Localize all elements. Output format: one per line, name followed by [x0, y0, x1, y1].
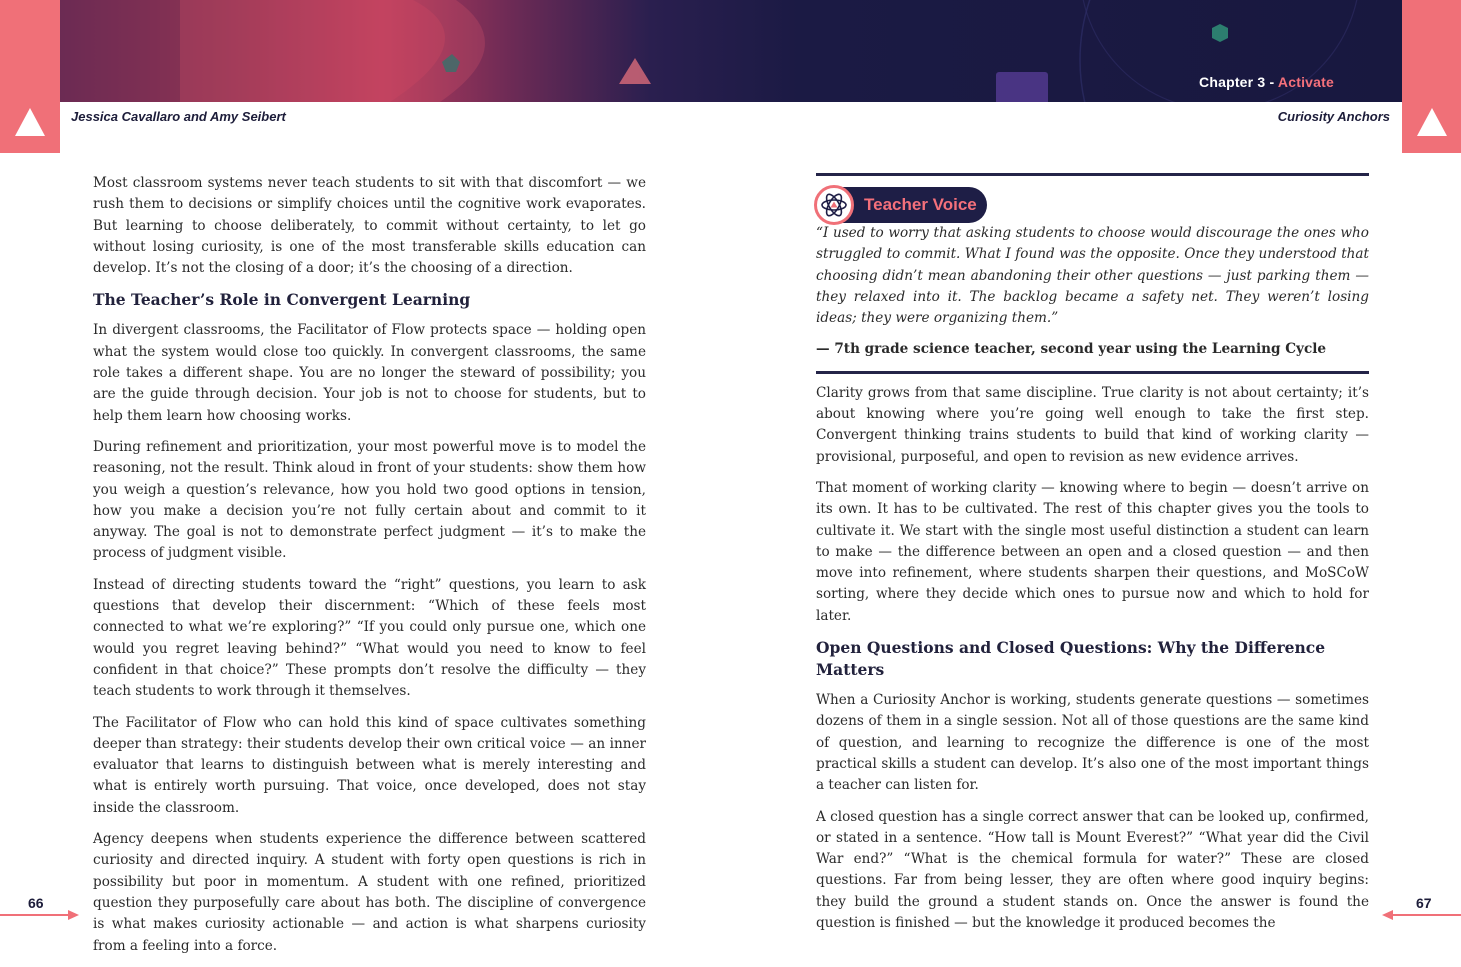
teacher-quote: “I used to worry that asking students to choose would discourage the ones who struggled to commit. What I found was the opposite. Once they understood that choosing didn’t mean abandoning their other questions — just parking them — they relaxed into it. The backlog became a safety net. They weren’t losing ideas; they were organizing them.”: [816, 225, 1369, 327]
paragraph: During refinement and prioritization, your most powerful move is to model the reasoning, not the result. Think aloud in front of your students: show them how you weigh a question’s relevance, how you hold two good options in tension, how you make a decision you’re not fully certain about and commit to it anyway. The goal is not to demonstrate perfect judgment — it’s to make the process of judgment visible.: [93, 438, 646, 562]
page-number-left: 66: [28, 895, 44, 911]
right-running-head: Curiosity Anchors: [1277, 109, 1390, 124]
paragraph: That moment of working clarity — knowing where to begin — doesn’t arrive on its own. It has to be cultivated. The rest of this chapter gives you the tools to cultivate it. We start with the single most useful distinction a student can learn to make — the difference between an open and a closed question — and then move into refinement, where students sharpen their questions, and MoSCoW sorting, where they decide which ones to pursue now and which to hold for later.: [816, 479, 1369, 624]
atom-icon: [814, 185, 854, 225]
teacher-voice-badge: [816, 187, 987, 223]
arrow-left-icon: [1381, 909, 1461, 921]
right-page-body: [816, 173, 1369, 944]
paragraph: The Facilitator of Flow who can hold this kind of space cultivates something deeper than strategy: their students develop their own critical voice — an inner evaluator that learns to distinguish between what is merely interesting and what is entirely worth pursuing. That voice, once developed, does not stay inside the classroom.: [93, 714, 646, 816]
triangle-icon: [1417, 108, 1447, 136]
paragraph: Instead of directing students toward the “right” questions, you learn to ask questions that develop their discernment: “Which of these feels most connected to what we’re exploring?” “If you could only pursue one, which one would you regret leaving behind?” “What would you need to know to feel confident in that choice?” These prompts don’t resolve the difficulty — they teach students to work through it themselves.: [93, 576, 646, 700]
chapter-title: [1199, 74, 1334, 90]
callout-divider: [816, 371, 1369, 374]
chapter-accent: Activate: [1277, 74, 1334, 90]
left-corner-tab: [0, 0, 60, 153]
page-number-right: 67: [1416, 895, 1432, 911]
section-heading: Open Questions and Closed Questions: Why the Difference Matters: [816, 638, 1326, 680]
paragraph: When a Curiosity Anchor is working, students generate questions — sometimes dozens of them in a single session. Not all of those questions are the same kind of question, and learning to recognize the difference is one of the most practical skills a student can develop. It’s also one of the most important things a teacher can listen for.: [816, 692, 1369, 794]
paragraph: Agency deepens when students experience the difference between scattered curiosity and directed inquiry. A student with forty open questions is rich in possibility but poor in momentum. A student with one refined, prioritized question they purposefully care about has both. The discipline of convergence is what makes curiosity actionable — and action is what sharpens curiosity from a feeling into a force.: [93, 831, 646, 954]
arrow-right-icon: [0, 909, 80, 921]
paragraph: Clarity grows from that same discipline. True clarity is not about certainty; it’s about knowing where you’re going well enough to take the first step. Convergent thinking trains students to build that kind of working clarity — provisional, purposeful, and open to revision as new evidence arrives.: [816, 384, 1369, 465]
teacher-voice-callout: [816, 173, 1369, 374]
hexagon-small-shape: [1212, 24, 1228, 42]
paragraph: Most classroom systems never teach students to sit with that discomfort — we rush them to decisions or simplify choices until the cognitive work evaporates. But learning to choose deliberately, to commit without certainty, to let go without losing curiosity, is one of the most transferable skills education can develop. It’s not the closing of a door; it’s the choosing of a direction.: [93, 175, 646, 277]
section-heading: The Teacher’s Role in Convergent Learning: [93, 290, 471, 310]
teacher-voice-label: Teacher Voice: [864, 195, 977, 214]
left-running-head: Jessica Cavallaro and Amy Seibert: [71, 109, 286, 124]
paragraph: In divergent classrooms, the Facilitator of Flow protects space — holding open what the system would close too quickly. In convergent classrooms, the same role takes a different shape. You are no longer the steward of possibility; you are the guide through decision. Your job is not to choose for students, but to help them learn how choosing works.: [93, 322, 646, 424]
triangle-icon: [15, 108, 45, 136]
triangle-shape: [619, 58, 651, 84]
paragraph: A closed question has a single correct answer that can be looked up, confirmed, or stated in a sentence. “How tall is Mount Everest?” “What year did the Civil War end?” “What is the chemical formula for water?” These are closed questions. Far from being lesser, they are often where good inquiry begins: they build the ground a student stands on. Once the answer is found the question is finished — but the knowledge it produced becomes the: [816, 808, 1369, 932]
square-shape: [996, 72, 1048, 102]
quote-attribution: — 7th grade science teacher, second year using the Learning Cycle: [816, 341, 1327, 358]
chapter-prefix: Chapter 3 -: [1199, 74, 1278, 90]
left-page-body: [93, 173, 646, 967]
header-banner: [60, 0, 1402, 102]
right-corner-tab: [1402, 0, 1461, 153]
